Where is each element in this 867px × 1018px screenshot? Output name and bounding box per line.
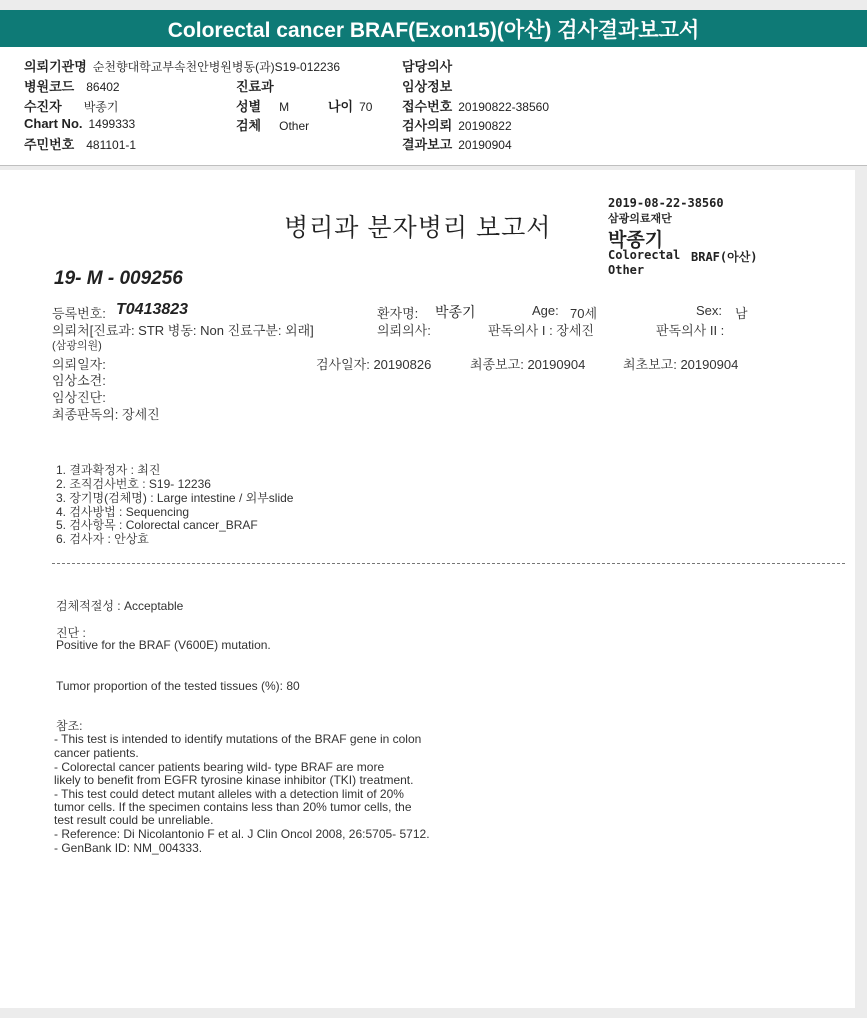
reference-label: 참조: — [56, 719, 83, 733]
stamp-test-a: Colorectal — [608, 248, 681, 262]
diagnosis-label: 진단 : — [56, 626, 86, 640]
referral-sub: (삼광의원) — [52, 340, 102, 352]
note-line: tumor cells. If the specimen contains less than 20% tumor cells, the — [54, 800, 412, 814]
patient-field: 수진자 박종기 — [24, 99, 119, 114]
receipt-no-field: 접수번호 20190822-38560 — [402, 99, 549, 114]
clinical-findings: 임상소견: — [52, 373, 106, 388]
age-value: 70세 — [570, 306, 598, 321]
diagnosis-result: Positive for the BRAF (V600E) mutation. — [56, 638, 271, 652]
list-item: 2. 조직검사번호 : S19- 12236 — [56, 477, 211, 491]
sex-field: 성별 M — [236, 99, 290, 114]
patient-name: 박종기 — [435, 304, 476, 320]
resident-no-field: 주민번호 481101-1 — [24, 137, 137, 152]
specimen-field: 검체 Other — [236, 118, 310, 133]
sex-value: 남 — [735, 306, 748, 321]
clinical-info-field: 임상정보 — [402, 79, 453, 94]
specimen-adequacy: 검체적절성 : Acceptable — [56, 599, 184, 613]
note-line: - Colorectal cancer patients bearing wild- type BRAF are more — [54, 760, 385, 774]
pathology-report — [0, 170, 855, 1008]
note-line: test result could be unreliable. — [54, 813, 214, 827]
test-date: 검사일자: 20190826 — [316, 357, 432, 372]
request-date-field: 검사의뢰 20190822 — [402, 118, 512, 133]
list-item: 1. 결과확정자 : 최진 — [56, 463, 161, 477]
result-date-field: 결과보고 20190904 — [402, 137, 512, 152]
stamp-name: 박종기 — [608, 229, 664, 251]
reviewer-2: 판독의사 II : — [656, 323, 725, 338]
age-label: Age: — [532, 303, 559, 318]
stamp-receipt: 2019-08-22-38560 — [608, 196, 724, 210]
reviewer-1: 판독의사 I : 장세진 — [488, 323, 594, 338]
referral-info: 의뢰처[진료과: STR 병동: Non 진료구분: 외래] — [52, 323, 314, 338]
section-divider — [52, 563, 845, 564]
request-info-panel — [0, 47, 867, 166]
list-item: 3. 장기명(검체명) : Large intestine / 외부slide — [56, 491, 294, 505]
doctor-field: 담당의사 — [402, 59, 453, 74]
referring-doctor: 의뢰의사: — [377, 323, 431, 338]
final-reader: 최종판독의: 장세진 — [52, 407, 160, 422]
age-field: 나이 70 — [328, 99, 373, 114]
department-field: 진료과 — [236, 79, 274, 94]
institution-field: 의뢰기관명 순천향대학교부속천안병원병동(과)S19-012236 — [24, 59, 341, 74]
list-item: 4. 검사방법 : Sequencing — [56, 505, 190, 519]
stamp-test-b: BRAF(아산) — [691, 250, 758, 264]
request-date: 의뢰일자: — [52, 357, 106, 372]
patient-label: 환자명: — [377, 306, 419, 321]
sex-label: Sex: — [696, 303, 723, 318]
case-number: 19- M - 009256 — [54, 268, 183, 289]
banner-title: Colorectal cancer BRAF(Exon15)(아산) 검사결과보고서 — [167, 18, 700, 42]
stamp-org: 삼광의료재단 — [608, 212, 672, 225]
tumor-proportion: Tumor proportion of the tested tissues (%): 80 — [56, 679, 300, 693]
hospital-code-field: 병원코드 86402 — [24, 79, 120, 94]
stamp-specimen: Other — [608, 263, 645, 277]
list-item: 6. 검사자 : 안상효 — [56, 532, 149, 546]
reg-number: T0413823 — [116, 301, 189, 318]
final-report-date: 최종보고: 20190904 — [470, 357, 586, 372]
note-line: - This test is intended to identify mutations of the BRAF gene in colon — [54, 732, 422, 746]
report-banner — [0, 10, 867, 47]
clinical-diagnosis: 임상진단: — [52, 390, 106, 405]
note-line: - This test could detect mutant alleles with a detection limit of 20% — [54, 787, 404, 801]
note-line: likely to benefit from EGFR tyrosine kinase inhibitor (TKI) treatment. — [54, 773, 414, 787]
reg-label: 등록번호: — [52, 306, 106, 321]
specimen-stamp — [606, 192, 784, 284]
note-line: - GenBank ID: NM_004333. — [54, 841, 203, 855]
report-title: 병리과 분자병리 보고서 — [284, 214, 552, 242]
first-report-date: 최초보고: 20190904 — [623, 357, 739, 372]
note-line: cancer patients. — [54, 746, 139, 760]
note-line: - Reference: Di Nicolantonio F et al. J Clin Oncol 2008, 26:5705- 5712. — [54, 827, 430, 841]
list-item: 5. 검사항목 : Colorectal cancer_BRAF — [56, 518, 258, 532]
chart-no-field: Chart No. 1499333 — [24, 116, 136, 131]
